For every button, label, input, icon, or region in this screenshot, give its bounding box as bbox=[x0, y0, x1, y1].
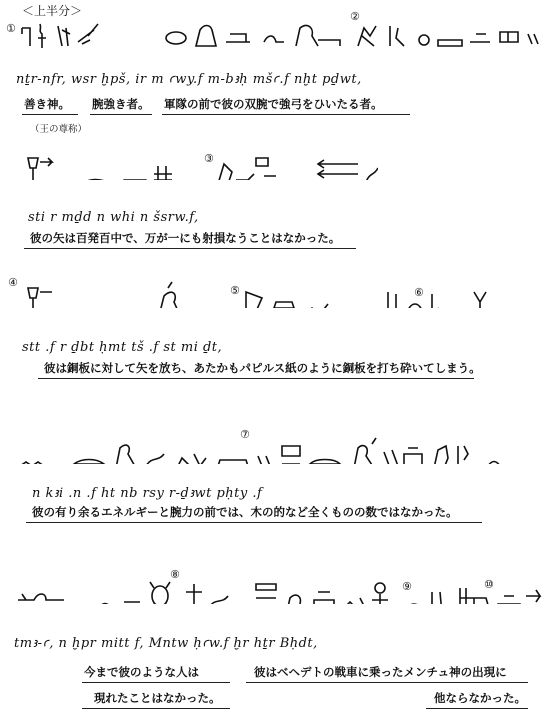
translation-1b: 腕強き者。 bbox=[92, 97, 150, 111]
inline-marker-6: ⑥ bbox=[414, 286, 424, 299]
underline-5b bbox=[82, 708, 230, 709]
translation-5b: 現れたことはなかった。 bbox=[94, 691, 221, 705]
section-1-marker: ① bbox=[6, 22, 16, 35]
underline-1c bbox=[162, 114, 410, 115]
heading: ＜上半分＞ bbox=[22, 4, 83, 18]
translation-1c: 軍隊の前で彼の双腕で強弓をひいたる者。 bbox=[164, 97, 383, 111]
translation-2: 彼の矢は百発百中で、万が一にも射損なうことはなかった。 bbox=[30, 231, 341, 245]
transliteration-row-4: n kꜣi .n .f ht nb rsy r-ḏꜣwt pḥty .f bbox=[32, 486, 263, 501]
transliteration-row-3: stt .f r ḏbt ḥmt tš .f st mi ḏt, bbox=[22, 340, 223, 355]
translation-5d: 他ならなかった。 bbox=[434, 691, 526, 705]
section-3-marker: ④ bbox=[8, 276, 18, 289]
underline-2 bbox=[24, 248, 356, 249]
hieroglyph-row-2 bbox=[18, 152, 378, 180]
inline-marker-10: ⑩ bbox=[484, 578, 494, 591]
hieroglyph-row-4 bbox=[18, 436, 518, 464]
translation-5c: 彼はベヘデトの戦車に乗ったメンチュ神の出現に bbox=[254, 665, 507, 679]
hieroglyph-row-1 bbox=[18, 20, 543, 48]
underline-3 bbox=[38, 378, 474, 379]
transliteration-row-5: tmꜣ-ꜥ, n ḫpr mitt f, Mntw ḥꜥw.f ḫr hṯr Bḥdt, bbox=[14, 636, 318, 651]
inline-marker-5: ⑤ bbox=[230, 284, 240, 297]
inline-marker-2: ② bbox=[350, 10, 360, 23]
underline-1a bbox=[22, 114, 78, 115]
underline-5d bbox=[426, 708, 528, 709]
underline-5c bbox=[246, 682, 528, 683]
translation-1a: 善き神。 bbox=[24, 97, 70, 111]
transliteration-row-1: nṯr-nfr, wsr ḫpš, ir m ꜥwy.f m-bꜣḥ mšꜥ.f nḫt pḏwt, bbox=[16, 72, 362, 87]
inline-marker-9: ⑨ bbox=[402, 580, 412, 593]
translation-4: 彼の有り余るエネルギーと腕力の前では、木の的など全くものの数ではなかった。 bbox=[32, 505, 458, 519]
underline-1b bbox=[90, 114, 152, 115]
inline-marker-7: ⑦ bbox=[240, 428, 250, 441]
transliteration-row-2: sti r mḏd n whi n šsrw.f, bbox=[28, 210, 199, 225]
underline-5a bbox=[82, 682, 230, 683]
underline-4 bbox=[26, 522, 482, 523]
royal-epithet-note: （王の尊称） bbox=[30, 124, 88, 135]
hieroglyph-row-5 bbox=[14, 576, 544, 604]
translation-3: 彼は銅板に対して矢を放ち、あたかもパピルス紙のように銅板を打ち砕いてしまう。 bbox=[44, 361, 481, 375]
inline-marker-3: ③ bbox=[204, 152, 214, 165]
inline-marker-8: ⑧ bbox=[170, 568, 180, 581]
translation-5a: 今まで彼のような人は bbox=[84, 665, 199, 679]
